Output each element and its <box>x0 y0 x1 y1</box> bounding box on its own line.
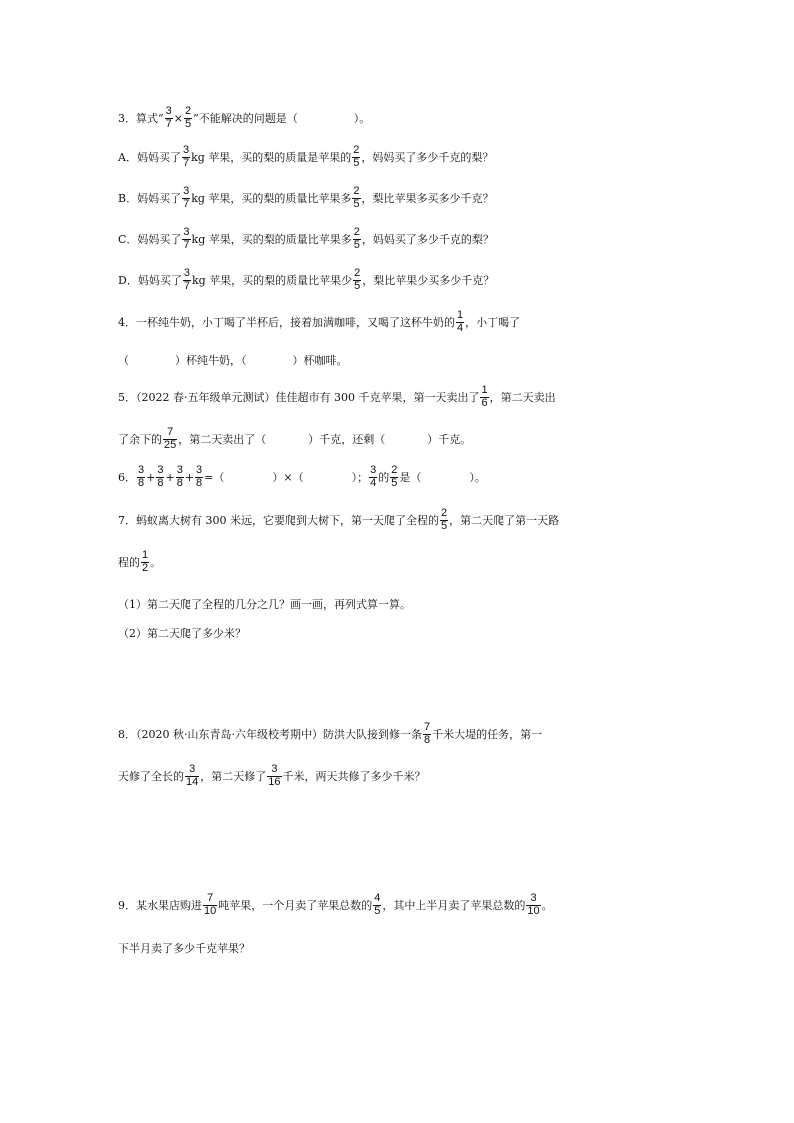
fraction <box>390 465 398 489</box>
denominator: 25 <box>164 438 177 451</box>
denominator: 16 <box>268 775 281 788</box>
plus-sign: + <box>184 470 195 484</box>
denominator: 8 <box>138 476 145 489</box>
numerator: 2 <box>184 105 192 117</box>
q9-text: 。 <box>541 899 553 913</box>
numerator: 3 <box>182 144 190 156</box>
q7-line2 <box>118 550 161 574</box>
numerator: 3 <box>530 892 537 904</box>
option-text: ，梨比苹果多买多少千克？ <box>361 192 494 206</box>
plus-sign: + <box>146 470 156 484</box>
q4-text: 4．一杯纯牛奶，小丁喝了半杯后，接着加满咖啡，又喝了这杯牛奶的 <box>118 316 455 330</box>
numerator: 3 <box>183 267 190 279</box>
fraction <box>480 385 488 409</box>
q8-text: 8．（2020 秋·山东青岛·六年级校考期中）防洪大队接到修一条 <box>118 728 422 742</box>
q7-line1 <box>118 508 559 532</box>
q6-text: =（ <box>204 471 225 485</box>
fraction <box>163 427 177 451</box>
fraction <box>182 227 190 251</box>
numerator: 2 <box>353 226 360 238</box>
numerator: 3 <box>183 185 190 197</box>
q8-line1 <box>118 722 542 746</box>
q4-text: ）杯咖啡。 <box>292 354 348 367</box>
denominator: 5 <box>391 476 398 489</box>
times-sign: × <box>173 111 183 125</box>
fraction <box>456 310 464 334</box>
denominator: 8 <box>176 476 183 489</box>
numerator: 2 <box>353 185 360 197</box>
q5-text: ，第二天卖出 <box>489 391 556 405</box>
option-text: kg 苹果，买的梨的质量比苹果多 <box>191 192 352 206</box>
option-text: C．妈妈买了 <box>118 233 182 247</box>
q7-text: 程的 <box>118 556 140 570</box>
denominator: 5 <box>374 904 381 917</box>
numerator: 3 <box>157 464 164 476</box>
q3-option-c[interactable] <box>118 227 494 251</box>
q3-option-a[interactable] <box>118 145 493 169</box>
q6-line <box>118 465 486 489</box>
numerator: 3 <box>271 763 278 775</box>
denominator: 8 <box>157 476 164 489</box>
fraction <box>203 893 217 917</box>
numerator: 2 <box>353 144 360 156</box>
q4-line2 <box>118 352 348 368</box>
option-text: ，梨比苹果少买多少千克？ <box>362 274 495 288</box>
q9-text: 9．某水果店购进 <box>118 899 202 913</box>
denominator: 7 <box>165 117 172 130</box>
fraction <box>353 227 361 251</box>
fraction <box>195 465 203 489</box>
numerator: 1 <box>142 549 149 561</box>
fraction <box>267 764 281 788</box>
fraction <box>352 145 360 169</box>
fraction <box>183 268 191 292</box>
denominator: 14 <box>186 775 199 788</box>
q9-text: 吨苹果，一个月卖了苹果总数的 <box>218 899 373 913</box>
fraction <box>165 106 173 130</box>
option-text: kg 苹果，买的梨的质量比苹果多 <box>191 233 352 247</box>
q3-option-b[interactable] <box>118 186 494 210</box>
q6-text: ）×（ <box>272 471 304 485</box>
q3-stem-text: ）。 <box>353 112 371 126</box>
option-text: ，妈妈买了多少千克的梨？ <box>361 151 494 165</box>
denominator: 5 <box>353 156 360 169</box>
fraction <box>156 465 164 489</box>
denominator: 8 <box>196 476 203 489</box>
fraction <box>137 465 145 489</box>
q5-text: 了余下的 <box>118 433 162 447</box>
fraction <box>184 106 192 130</box>
q8-text: 千米，两天共修了多少千米？ <box>282 770 426 784</box>
fraction <box>373 893 381 917</box>
numerator: 2 <box>441 507 448 519</box>
fraction <box>176 465 184 489</box>
q4-text: ）杯纯牛奶，（ <box>175 354 247 367</box>
numerator: 3 <box>176 464 183 476</box>
q3-stem-text: ”不能解决的问题是（ <box>193 112 298 126</box>
denominator: 7 <box>183 197 190 210</box>
option-text: kg 苹果，买的梨的质量是苹果的 <box>191 151 352 165</box>
q5-text: ）千克。 <box>427 433 472 447</box>
q6-text: 6． <box>118 471 136 485</box>
q7-text: 。 <box>150 556 162 570</box>
q5-text: 5．（2022 春·五年级单元测试）佳佳超市有 300 千克苹果，第一天卖出了 <box>118 391 480 405</box>
fraction <box>141 550 149 574</box>
q6-text: ）； <box>351 471 369 485</box>
option-text: B．妈妈买了 <box>118 192 182 206</box>
denominator: 5 <box>353 238 360 251</box>
numerator: 7 <box>207 892 214 904</box>
fraction <box>352 186 360 210</box>
q5-text: ）千克，还剩（ <box>308 433 386 447</box>
q6-text: 的 <box>378 471 390 485</box>
denominator: 6 <box>481 396 488 409</box>
q9-line2: 下半月卖了多少千克苹果？ <box>118 942 250 955</box>
q6-text: 是（ <box>399 471 422 485</box>
q8-text: 天修了全长的 <box>118 770 184 784</box>
fraction <box>353 268 361 292</box>
denominator: 8 <box>423 733 431 746</box>
numerator: 4 <box>374 892 381 904</box>
q3-stem-text: 3．算式“ <box>118 112 164 126</box>
denominator: 7 <box>183 279 190 292</box>
q9-text: ，其中上半月卖了苹果总数的 <box>382 899 526 913</box>
option-text: A．妈妈买了 <box>118 151 181 165</box>
denominator: 4 <box>370 476 377 489</box>
q8-text: ，第二天修了 <box>200 770 267 784</box>
q6-text: ）。 <box>469 471 486 485</box>
denominator: 5 <box>354 279 361 292</box>
q7-sub1: （1）第二天爬了全程的几分之几？画一画，再列式算一算。 <box>118 598 411 611</box>
denominator: 5 <box>184 117 192 130</box>
q5-line1 <box>118 385 556 409</box>
numerator: 3 <box>138 464 145 476</box>
q5-text: ，第二天卖出了（ <box>178 433 267 447</box>
denominator: 5 <box>441 519 448 532</box>
fraction <box>182 145 190 169</box>
plus-sign: + <box>165 470 175 484</box>
denominator: 10 <box>527 904 540 917</box>
denominator: 7 <box>182 156 190 169</box>
q8-line2 <box>118 764 426 788</box>
q4-text: ，小丁喝了 <box>465 316 521 330</box>
numerator: 3 <box>189 763 196 775</box>
denominator: 7 <box>183 238 190 251</box>
fraction <box>182 186 190 210</box>
numerator: 3 <box>183 226 190 238</box>
numerator: 3 <box>370 464 377 476</box>
q9-line1 <box>118 893 553 917</box>
fraction <box>440 508 448 532</box>
denominator: 5 <box>353 197 360 210</box>
q5-line2 <box>118 427 471 451</box>
fraction <box>185 764 199 788</box>
q8-text: 千米大堤的任务，第一 <box>432 728 543 742</box>
q7-sub2: （2）第二天爬了多少米？ <box>118 627 246 640</box>
numerator: 3 <box>165 105 172 117</box>
numerator: 7 <box>423 721 431 733</box>
denominator: 4 <box>457 321 464 334</box>
numerator: 3 <box>196 464 203 476</box>
numerator: 2 <box>391 464 398 476</box>
denominator: 10 <box>204 904 217 917</box>
option-text: D．妈妈买了 <box>118 274 182 288</box>
q4-text: （ <box>118 354 129 367</box>
numerator: 7 <box>167 426 174 438</box>
q3-stem <box>118 106 370 130</box>
denominator: 2 <box>142 561 149 574</box>
q7-text: 7．蚂蚁离大树有 300 米远，它要爬到大树下，第一天爬了全程的 <box>118 514 439 528</box>
q3-option-d[interactable] <box>118 268 494 292</box>
fraction <box>526 893 540 917</box>
numerator: 1 <box>457 309 464 321</box>
q7-text: ，第二天爬了第一天路 <box>449 514 560 528</box>
q4-line1 <box>118 310 520 334</box>
numerator: 2 <box>354 267 361 279</box>
option-text: kg 苹果，买的梨的质量比苹果少 <box>191 274 353 288</box>
fraction <box>369 465 377 489</box>
option-text: ，妈妈买了多少千克的梨？ <box>361 233 494 247</box>
fraction <box>423 722 431 746</box>
numerator: 1 <box>481 384 488 396</box>
